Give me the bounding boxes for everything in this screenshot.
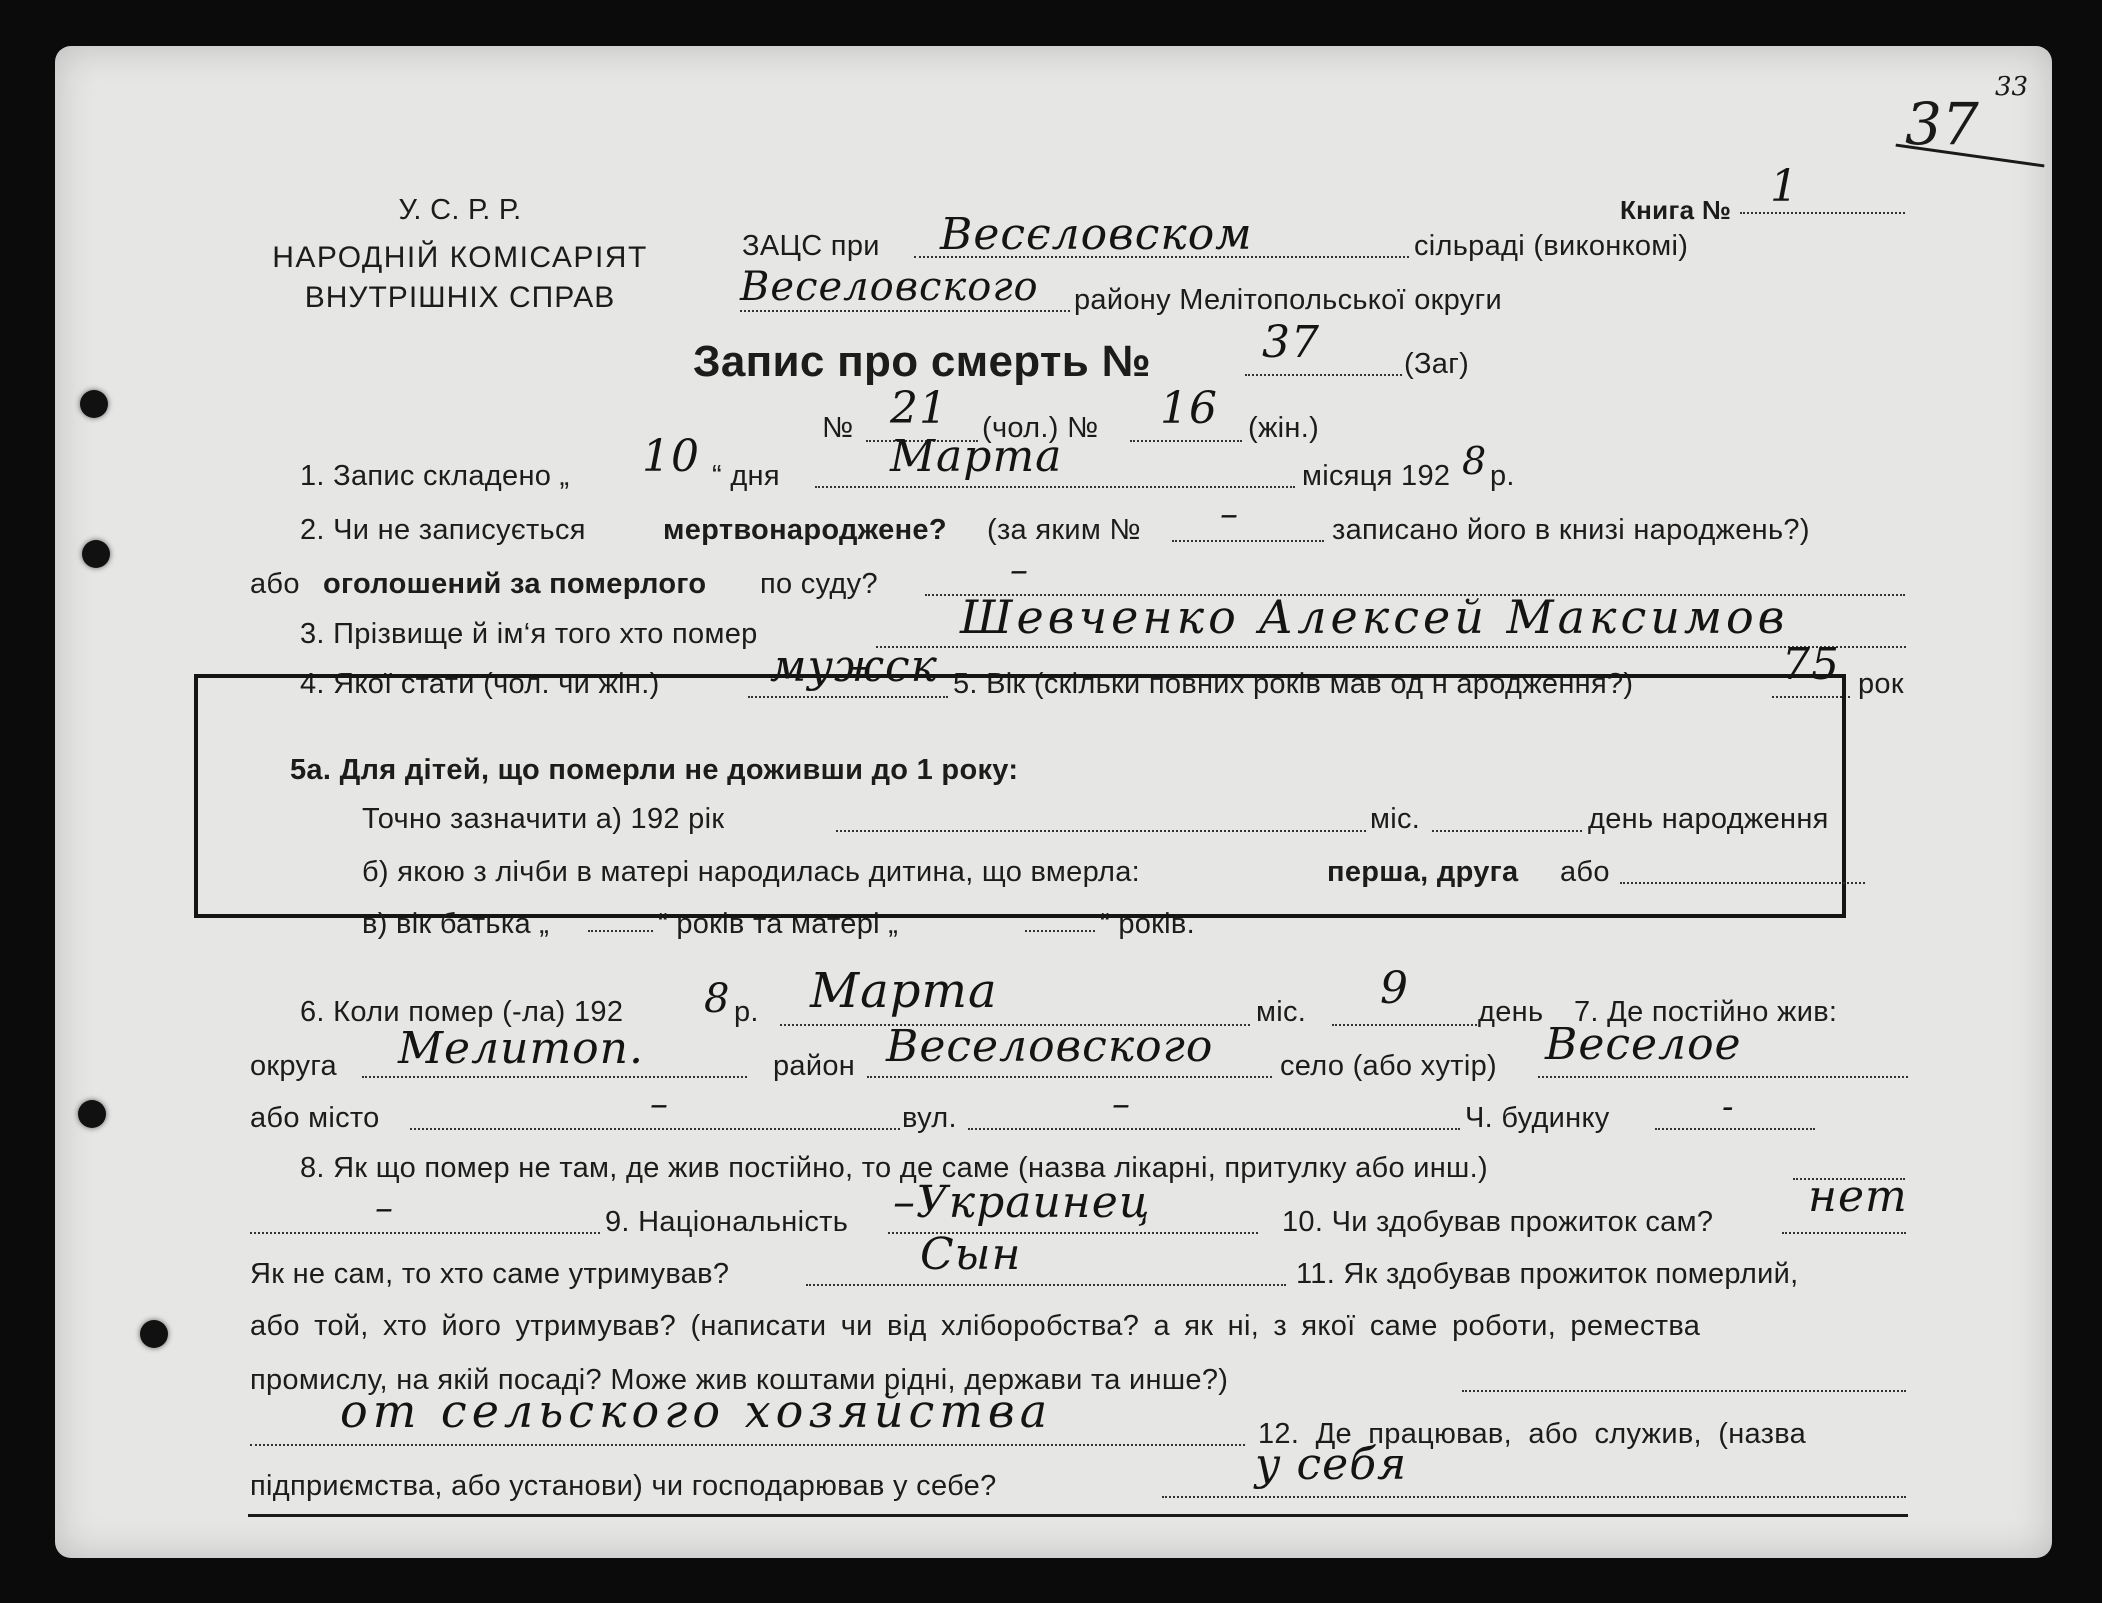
field8-handwritten: –	[375, 1188, 394, 1229]
box5a-line3-a: в) вік батька „	[362, 908, 550, 940]
vul-dots	[968, 1128, 1460, 1130]
budynok-label: Ч. будинку	[1465, 1102, 1610, 1134]
field2-handwritten: –	[1220, 494, 1239, 535]
field3-handwritten: Шевченко Алексей Максимов	[960, 590, 1789, 644]
field9-handwritten: –Украинец	[893, 1177, 1151, 1228]
field10b-dots	[806, 1284, 1286, 1286]
field5-label: 5. Вік (скільки повних років мав од н ародження?)	[953, 668, 1634, 700]
female-no-suffix: (жін.)	[1248, 412, 1320, 444]
field2-suffix: записано його в книзі народжень?)	[1332, 514, 1810, 546]
box5a-line3-dots1	[588, 930, 653, 932]
zags-village-handwritten: Весєловском	[940, 209, 1253, 260]
field2-mid: (за яким №	[987, 514, 1141, 546]
field5-handwritten: 75	[1782, 639, 1840, 690]
bottom-rule	[248, 1514, 1908, 1517]
field11-line3: промислу, на якій посаді? Може жив коштами рідні, держави та инше?)	[250, 1364, 1229, 1396]
field1-year-handwritten: 8	[1462, 439, 1488, 483]
page-number: 37	[1905, 90, 1979, 158]
field2-dots	[1172, 540, 1324, 542]
selo-handwritten: Веселое	[1545, 1019, 1742, 1070]
punch-hole-3	[78, 1100, 106, 1128]
book-label: Книга №	[1620, 195, 1732, 225]
field4-label: 4. Якої стати (чол. чи жін.)	[300, 668, 660, 700]
field8-label: 8. Як що помер не там, де жив постійно, то де саме (назва лікарні, притулку або инш.)	[300, 1152, 1488, 1184]
field12-handwritten: у себя	[1255, 1439, 1408, 1490]
budynok-dots	[1655, 1128, 1815, 1130]
field2b-handwritten: –	[1010, 550, 1029, 591]
male-no-handwritten: 21	[890, 383, 948, 434]
misto-label: або місто	[250, 1102, 380, 1134]
zags-suffix: сільраді (виконкомі)	[1414, 230, 1689, 262]
vul-label: вул.	[902, 1102, 957, 1134]
female-no-dots	[1130, 440, 1242, 442]
field8-dots	[250, 1232, 600, 1234]
field2b-suffix: по суду?	[760, 568, 878, 600]
field2b-prefix: або	[250, 568, 300, 600]
commissariat-line2: ВНУТРІШНІХ СПРАВ	[304, 281, 616, 314]
page-number-superscript: 33	[1995, 72, 2029, 102]
field2-prefix: 2. Чи не записується	[300, 514, 586, 546]
field1-end: р.	[1490, 460, 1515, 492]
field11-line2: або той, хто його утримував? (написати чи від хліборобства? а як ні, з якої саме роботи, ремества	[250, 1310, 1701, 1342]
field1-mid: “ дня	[712, 460, 780, 492]
male-no-suffix: (чол.) №	[982, 412, 1099, 444]
republic-label: У. С. Р. Р.	[398, 194, 522, 226]
book-dots	[1740, 212, 1905, 214]
field10b-handwritten: Сын	[920, 1229, 1022, 1280]
vul-handwritten: –	[1112, 1084, 1131, 1125]
field2-bold: мертвонароджене?	[663, 514, 947, 546]
field1-suffix: місяця 192	[1302, 460, 1451, 492]
box5a-line2-dots	[1620, 882, 1865, 884]
field10b-label: Як не сам, то хто саме утримував?	[250, 1258, 730, 1290]
field6-day-handwritten: 9	[1380, 963, 1409, 1014]
commissariat-line1: НАРОДНІЙ КОМІСАРІЯТ	[272, 241, 648, 274]
field9-label: 9. Національність	[605, 1206, 849, 1238]
district-handwritten: Веселовского	[740, 264, 1039, 310]
field10-handwritten: нет	[1808, 1171, 1908, 1222]
field1-month-dots	[815, 486, 1295, 488]
field6-year-handwritten: 8	[704, 976, 731, 1022]
field12-line2: підприємства, або установи) чи господарював у себе?	[250, 1470, 997, 1502]
field4-handwritten: мужск	[770, 641, 938, 692]
field1-prefix: 1. Запис складено „	[300, 460, 570, 492]
okruha-label: округа	[250, 1050, 337, 1082]
budynok-handwritten: -	[1722, 1087, 1735, 1127]
box5a-line2-bold: перша, друга	[1327, 856, 1519, 888]
field1-month-handwritten: Марта	[890, 431, 1063, 482]
field11-label: 11. Як здобував прожиток померлий,	[1296, 1258, 1799, 1290]
field11-handwritten: от сельского хозяйства	[340, 1384, 1053, 1438]
field6-mis: міс.	[1256, 996, 1307, 1028]
box5a-line1-dots2	[1432, 830, 1582, 832]
punch-hole-2	[82, 540, 110, 568]
raion-dots	[867, 1076, 1272, 1078]
field3-dots	[876, 646, 1906, 648]
record-number-suffix: (Заг)	[1404, 348, 1470, 380]
record-number-handwritten: 37	[1262, 317, 1320, 368]
box5a-line2-a: б) якою з лічби в матері народилась дитина, що вмерла:	[362, 856, 1141, 888]
raion-handwritten: Веселовского	[886, 1021, 1214, 1072]
selo-dots	[1538, 1076, 1908, 1078]
field6-day-dots	[1332, 1024, 1477, 1026]
field6-month-handwritten: Марта	[810, 963, 998, 1019]
field11-line3-dots	[1462, 1390, 1906, 1392]
field2b-bold: оголошений за померлого	[323, 568, 707, 600]
male-no-label: №	[822, 412, 854, 444]
zags-prefix: ЗАЦС при	[742, 230, 880, 262]
raion-label: район	[773, 1050, 856, 1082]
punch-hole-1	[80, 390, 108, 418]
field6-den: день	[1478, 996, 1544, 1028]
field6-prefix: 6. Коли помер (-ла) 192	[300, 996, 624, 1028]
field3-label: 3. Прізвище й ім‘я того хто помер	[300, 618, 758, 650]
box5a-line1-dots1	[836, 830, 1366, 832]
field11-dots	[250, 1444, 1245, 1446]
field7-label: 7. Де постійно жив:	[1574, 996, 1838, 1028]
box5a-heading: 5а. Для дітей, що померли не доживши до 1 року:	[290, 754, 1019, 786]
field12-dots	[1162, 1496, 1906, 1498]
book-number-handwritten: 1	[1770, 161, 1799, 212]
box5a-line3-c: “ років.	[1100, 908, 1195, 940]
field6-r: р.	[734, 996, 759, 1028]
record-title: Запис про смерть №	[693, 337, 1151, 386]
punch-hole-4	[140, 1320, 168, 1348]
box5a-line1-a: Точно зазначити а) 192 рік	[362, 803, 725, 835]
selo-label: село (або хутір)	[1280, 1050, 1497, 1082]
box5a-line3-dots2	[1025, 930, 1095, 932]
okruha-handwritten: Мелитоп.	[398, 1023, 644, 1074]
field5-suffix: рок	[1858, 668, 1904, 700]
misto-handwritten: –	[650, 1084, 669, 1125]
district-suffix: району Мелітопольської округи	[1074, 284, 1502, 316]
box5a-line1-c: день народження	[1588, 803, 1829, 835]
record-number-dots	[1245, 374, 1402, 376]
field10-label: 10. Чи здобував прожиток сам?	[1282, 1206, 1714, 1238]
field10-dots	[1782, 1232, 1906, 1234]
field1-day-handwritten: 10	[642, 431, 700, 482]
okruha-dots	[362, 1076, 747, 1078]
box5a-line3-b: “ років та матері „	[658, 908, 899, 940]
field12-label: 12. Де працював, або служив, (назва	[1258, 1418, 1807, 1450]
box5a-line1-b: міс.	[1370, 803, 1421, 835]
female-no-handwritten: 16	[1160, 383, 1218, 434]
box5a-line2-b: або	[1560, 856, 1610, 888]
